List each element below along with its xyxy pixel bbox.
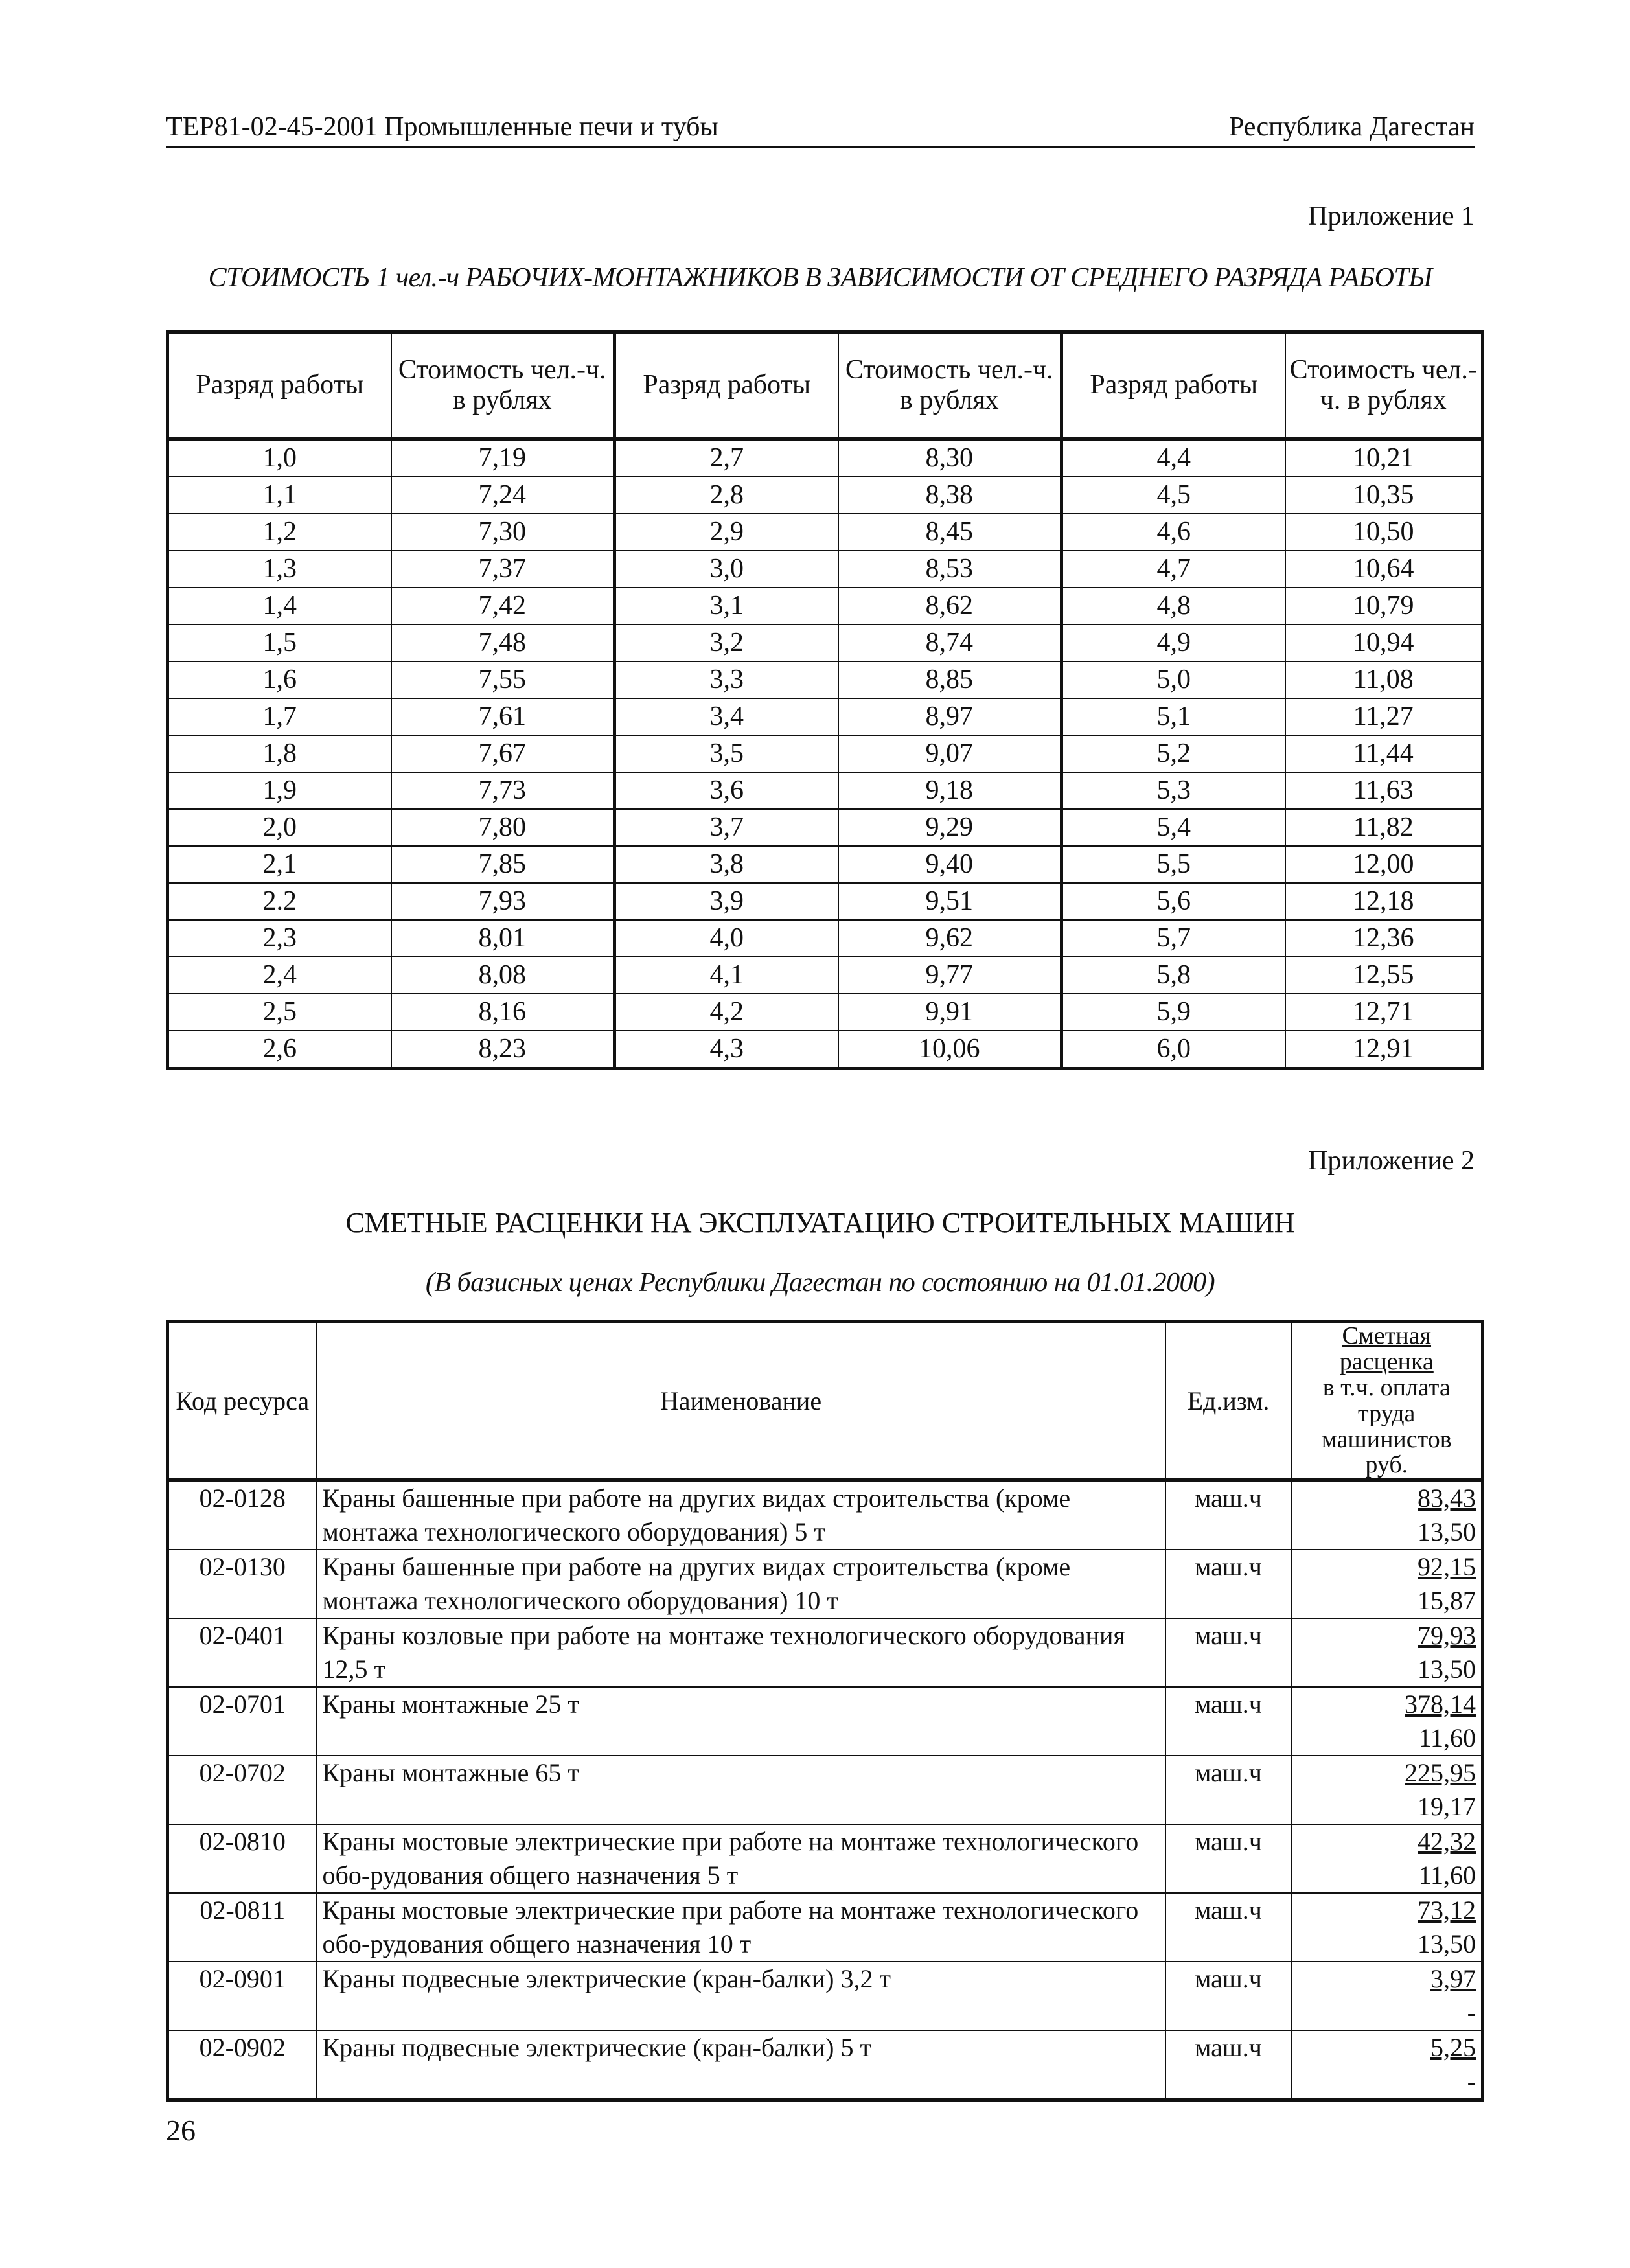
price-value: 79,93: [1418, 1621, 1476, 1651]
grade-cell: 2,1: [168, 846, 391, 883]
grade-cell: 3,5: [615, 735, 838, 772]
labor-value: 11,60: [1418, 1723, 1476, 1753]
grade-cell: 3,0: [615, 551, 838, 588]
table-row: [168, 1893, 1483, 1962]
cost-cell: 8,45: [838, 514, 1062, 551]
table-row: [168, 624, 1483, 661]
grade-cell: 4,8: [1062, 588, 1285, 624]
resource-code-cell: 02-0810: [168, 1824, 317, 1893]
unit-cell: маш.ч: [1165, 1756, 1292, 1824]
cost-cell: 7,67: [391, 735, 615, 772]
resource-code-cell: 02-0401: [168, 1618, 317, 1687]
price-cell: [1292, 1550, 1483, 1618]
table-row: [168, 1687, 1483, 1756]
grade-cell: 5,9: [1062, 994, 1285, 1031]
cost-cell: 11,82: [1285, 809, 1483, 846]
cost-cell: 7,93: [391, 883, 615, 920]
grade-cell: 5,6: [1062, 883, 1285, 920]
table-row: [168, 883, 1483, 920]
table-row: [168, 846, 1483, 883]
grade-cell: 6,0: [1062, 1031, 1285, 1069]
resource-code-cell: 02-0701: [168, 1687, 317, 1756]
cost-cell: 7,85: [391, 846, 615, 883]
price-value: 3,97: [1430, 1964, 1476, 1994]
grade-cell: 5,0: [1062, 661, 1285, 698]
grade-cell: 1,4: [168, 588, 391, 624]
table-row: [168, 514, 1483, 551]
machine-rates-table: [166, 1320, 1484, 2102]
cost-cell: 12,55: [1285, 957, 1483, 994]
table-row: [168, 588, 1483, 624]
price-value: 92,15: [1418, 1552, 1476, 1582]
table-header-row: [168, 332, 1483, 439]
table-row: [168, 661, 1483, 698]
grade-cell: 5,8: [1062, 957, 1285, 994]
grade-cell: 1,8: [168, 735, 391, 772]
cost-cell: 9,77: [838, 957, 1062, 994]
grade-cell: 5,5: [1062, 846, 1285, 883]
unit-cell: маш.ч: [1165, 1893, 1292, 1962]
unit-cell: маш.ч: [1165, 2030, 1292, 2100]
price-cell: [1292, 1687, 1483, 1756]
cost-cell: 11,27: [1285, 698, 1483, 735]
cost-cell: 12,36: [1285, 920, 1483, 957]
grade-cell: 3,6: [615, 772, 838, 809]
price-value: 83,43: [1418, 1483, 1476, 1513]
grade-cell: 3,9: [615, 883, 838, 920]
cost-cell: 8,16: [391, 994, 615, 1031]
labor-value: -: [1467, 1998, 1476, 2028]
cost-cell: 8,85: [838, 661, 1062, 698]
cost-cell: 8,74: [838, 624, 1062, 661]
labor-value: 11,60: [1418, 1861, 1476, 1890]
cost-cell: 7,61: [391, 698, 615, 735]
cost-cell: 9,18: [838, 772, 1062, 809]
cost-cell: 11,63: [1285, 772, 1483, 809]
table-row: [168, 1618, 1483, 1687]
unit-cell: маш.ч: [1165, 1962, 1292, 2030]
cost-cell: 7,42: [391, 588, 615, 624]
grade-cell: 4,0: [615, 920, 838, 957]
grade-cell: 2,8: [615, 477, 838, 514]
table-row: [168, 1031, 1483, 1069]
grade-cell: 3,2: [615, 624, 838, 661]
table-2-title: СМЕТНЫЕ РАСЦЕНКИ НА ЭКСПЛУАТАЦИЮ СТРОИТЕЛЬНЫХ МАШИН: [345, 1207, 1295, 1239]
resource-code-cell: 02-0130: [168, 1550, 317, 1618]
cost-cell: 10,35: [1285, 477, 1483, 514]
resource-name-cell: Краны подвесные электрические (кран-балки) 3,2 т: [317, 1962, 1165, 2030]
resource-name-cell: Краны подвесные электрические (кран-балки) 5 т: [317, 2030, 1165, 2100]
grade-cell: 4,9: [1062, 624, 1285, 661]
cost-cell: 12,91: [1285, 1031, 1483, 1069]
cost-cell: 10,79: [1285, 588, 1483, 624]
cost-cell: 7,19: [391, 439, 615, 477]
cost-cell: 8,23: [391, 1031, 615, 1069]
cost-cell: 9,51: [838, 883, 1062, 920]
column-header-grade: Разряд работы: [1062, 332, 1285, 439]
resource-name-cell: Краны монтажные 65 т: [317, 1756, 1165, 1824]
resource-name-cell: Краны мостовые электрические при работе на монтаже технологического обо-рудования общего назначения 10 т: [317, 1893, 1165, 1962]
resource-code-cell: 02-0902: [168, 2030, 317, 2100]
header-document-code: ТЕР81-02-45-2001 Промышленные печи и тубы: [166, 112, 718, 142]
grade-cell: 2,6: [168, 1031, 391, 1069]
grade-cell: 3,4: [615, 698, 838, 735]
cost-cell: 11,08: [1285, 661, 1483, 698]
table-row: [168, 1962, 1483, 2030]
resource-name-cell: Краны монтажные 25 т: [317, 1687, 1165, 1756]
cost-cell: 8,62: [838, 588, 1062, 624]
column-header-cost: Стоимость чел.-ч. в рублях: [1285, 332, 1483, 439]
table-header-row: [168, 1322, 1483, 1480]
price-header-line: Сметная расценка: [1339, 1322, 1434, 1375]
column-header-code: Код ресурса: [168, 1322, 317, 1480]
unit-cell: маш.ч: [1165, 1480, 1292, 1550]
column-header-grade: Разряд работы: [168, 332, 391, 439]
grade-cell: 2,9: [615, 514, 838, 551]
grade-cell: 2,5: [168, 994, 391, 1031]
grade-cell: 4,2: [615, 994, 838, 1031]
table-row: [168, 1756, 1483, 1824]
price-header-line: труда машинистов: [1321, 1399, 1452, 1453]
cost-cell: 8,38: [838, 477, 1062, 514]
price-cell: [1292, 1893, 1483, 1962]
cost-cell: 10,64: [1285, 551, 1483, 588]
page-header: [166, 108, 1475, 148]
grade-cell: 4,1: [615, 957, 838, 994]
grade-cell: 3,1: [615, 588, 838, 624]
price-cell: [1292, 1480, 1483, 1550]
grade-cell: 1,0: [168, 439, 391, 477]
grade-cell: 2,3: [168, 920, 391, 957]
grade-cell: 1,7: [168, 698, 391, 735]
table-row: [168, 772, 1483, 809]
table-2-subtitle: (В базисных ценах Республики Дагестан по состоянию на 01.01.2000): [425, 1268, 1215, 1298]
table-row: [168, 551, 1483, 588]
cost-cell: 9,40: [838, 846, 1062, 883]
grade-cell: 4,4: [1062, 439, 1285, 477]
column-header-name: Наименование: [317, 1322, 1165, 1480]
appendix-2-label: Приложение 2: [1308, 1146, 1475, 1176]
grade-cell: 2.2: [168, 883, 391, 920]
cost-cell: 8,08: [391, 957, 615, 994]
table-row: [168, 2030, 1483, 2100]
table-row: [168, 957, 1483, 994]
table-row: [168, 1550, 1483, 1618]
cost-cell: 10,21: [1285, 439, 1483, 477]
table-row: [168, 439, 1483, 477]
cost-cell: 8,01: [391, 920, 615, 957]
resource-code-cell: 02-0128: [168, 1480, 317, 1550]
appendix-1-label: Приложение 1: [1308, 201, 1475, 231]
cost-cell: 10,06: [838, 1031, 1062, 1069]
grade-cell: 5,2: [1062, 735, 1285, 772]
labor-value: 13,50: [1418, 1655, 1476, 1684]
labor-value: 15,87: [1418, 1586, 1476, 1616]
resource-code-cell: 02-0901: [168, 1962, 317, 2030]
cost-cell: 7,80: [391, 809, 615, 846]
price-cell: [1292, 2030, 1483, 2100]
labor-value: -: [1467, 2067, 1476, 2096]
table-row: [168, 1824, 1483, 1893]
grade-cell: 1,2: [168, 514, 391, 551]
cost-cell: 9,07: [838, 735, 1062, 772]
grade-cell: 2,7: [615, 439, 838, 477]
grade-cell: 5,4: [1062, 809, 1285, 846]
table-row: [168, 698, 1483, 735]
price-cell: [1292, 1756, 1483, 1824]
cost-cell: 7,37: [391, 551, 615, 588]
cost-cell: 12,71: [1285, 994, 1483, 1031]
table-row: [168, 920, 1483, 957]
grade-cell: 1,3: [168, 551, 391, 588]
price-header-line: в т.ч. оплата: [1322, 1373, 1451, 1401]
cost-cell: 7,55: [391, 661, 615, 698]
resource-code-cell: 02-0811: [168, 1893, 317, 1962]
labor-cost-table: [166, 330, 1484, 1070]
cost-cell: 7,24: [391, 477, 615, 514]
column-header-price: [1292, 1322, 1483, 1480]
grade-cell: 1,9: [168, 772, 391, 809]
resource-name-cell: Краны башенные при работе на других видах строительства (кроме монтажа технологического оборудования) 5 т: [317, 1480, 1165, 1550]
price-cell: [1292, 1962, 1483, 2030]
unit-cell: маш.ч: [1165, 1824, 1292, 1893]
resource-name-cell: Краны козловые при работе на монтаже технологического оборудования 12,5 т: [317, 1618, 1165, 1687]
grade-cell: 5,7: [1062, 920, 1285, 957]
price-value: 378,14: [1405, 1690, 1476, 1719]
unit-cell: маш.ч: [1165, 1550, 1292, 1618]
cost-cell: 7,30: [391, 514, 615, 551]
labor-value: 19,17: [1418, 1792, 1476, 1822]
table-row: [168, 735, 1483, 772]
price-value: 225,95: [1405, 1758, 1476, 1788]
table-row: [168, 477, 1483, 514]
cost-cell: 8,97: [838, 698, 1062, 735]
price-cell: [1292, 1618, 1483, 1687]
grade-cell: 5,1: [1062, 698, 1285, 735]
table-1-title: СТОИМОСТЬ 1 чел.-ч РАБОЧИХ-МОНТАЖНИКОВ В ЗАВИСИМОСТИ ОТ СРЕДНЕГО РАЗРЯДА РАБОТЫ: [208, 263, 1432, 293]
grade-cell: 1,5: [168, 624, 391, 661]
column-header-cost: Стоимость чел.-ч. в рублях: [391, 332, 615, 439]
cost-cell: 9,62: [838, 920, 1062, 957]
grade-cell: 4,3: [615, 1031, 838, 1069]
table-row: [168, 1480, 1483, 1550]
header-region: Республика Дагестан: [1228, 112, 1475, 142]
column-header-unit: Ед.изм.: [1165, 1322, 1292, 1480]
cost-cell: 7,73: [391, 772, 615, 809]
unit-cell: маш.ч: [1165, 1687, 1292, 1756]
grade-cell: 4,7: [1062, 551, 1285, 588]
cost-cell: 11,44: [1285, 735, 1483, 772]
grade-cell: 4,5: [1062, 477, 1285, 514]
cost-cell: 7,48: [391, 624, 615, 661]
cost-cell: 10,50: [1285, 514, 1483, 551]
grade-cell: 2,0: [168, 809, 391, 846]
cost-cell: 10,94: [1285, 624, 1483, 661]
price-value: 73,12: [1418, 1896, 1476, 1925]
grade-cell: 4,6: [1062, 514, 1285, 551]
grade-cell: 3,8: [615, 846, 838, 883]
column-header-grade: Разряд работы: [615, 332, 838, 439]
grade-cell: 2,4: [168, 957, 391, 994]
cost-cell: 9,91: [838, 994, 1062, 1031]
table-row: [168, 809, 1483, 846]
cost-cell: 12,18: [1285, 883, 1483, 920]
price-value: 5,25: [1430, 2033, 1476, 2063]
resource-name-cell: Краны башенные при работе на других видах строительства (кроме монтажа технологического оборудования) 10 т: [317, 1550, 1165, 1618]
resource-name-cell: Краны мостовые электрические при работе на монтаже технологического обо-рудования общего назначения 5 т: [317, 1824, 1165, 1893]
cost-cell: 12,00: [1285, 846, 1483, 883]
cost-cell: 8,53: [838, 551, 1062, 588]
price-header-line: руб.: [1365, 1451, 1408, 1479]
column-header-cost: Стоимость чел.-ч. в рублях: [838, 332, 1062, 439]
unit-cell: маш.ч: [1165, 1618, 1292, 1687]
labor-value: 13,50: [1418, 1929, 1476, 1959]
page-number: 26: [166, 2114, 196, 2147]
grade-cell: 3,3: [615, 661, 838, 698]
table-row: [168, 994, 1483, 1031]
cost-cell: 9,29: [838, 809, 1062, 846]
grade-cell: 5,3: [1062, 772, 1285, 809]
grade-cell: 1,6: [168, 661, 391, 698]
grade-cell: 1,1: [168, 477, 391, 514]
grade-cell: 3,7: [615, 809, 838, 846]
price-cell: [1292, 1824, 1483, 1893]
cost-cell: 8,30: [838, 439, 1062, 477]
resource-code-cell: 02-0702: [168, 1756, 317, 1824]
price-value: 42,32: [1418, 1827, 1476, 1857]
labor-value: 13,50: [1418, 1517, 1476, 1547]
